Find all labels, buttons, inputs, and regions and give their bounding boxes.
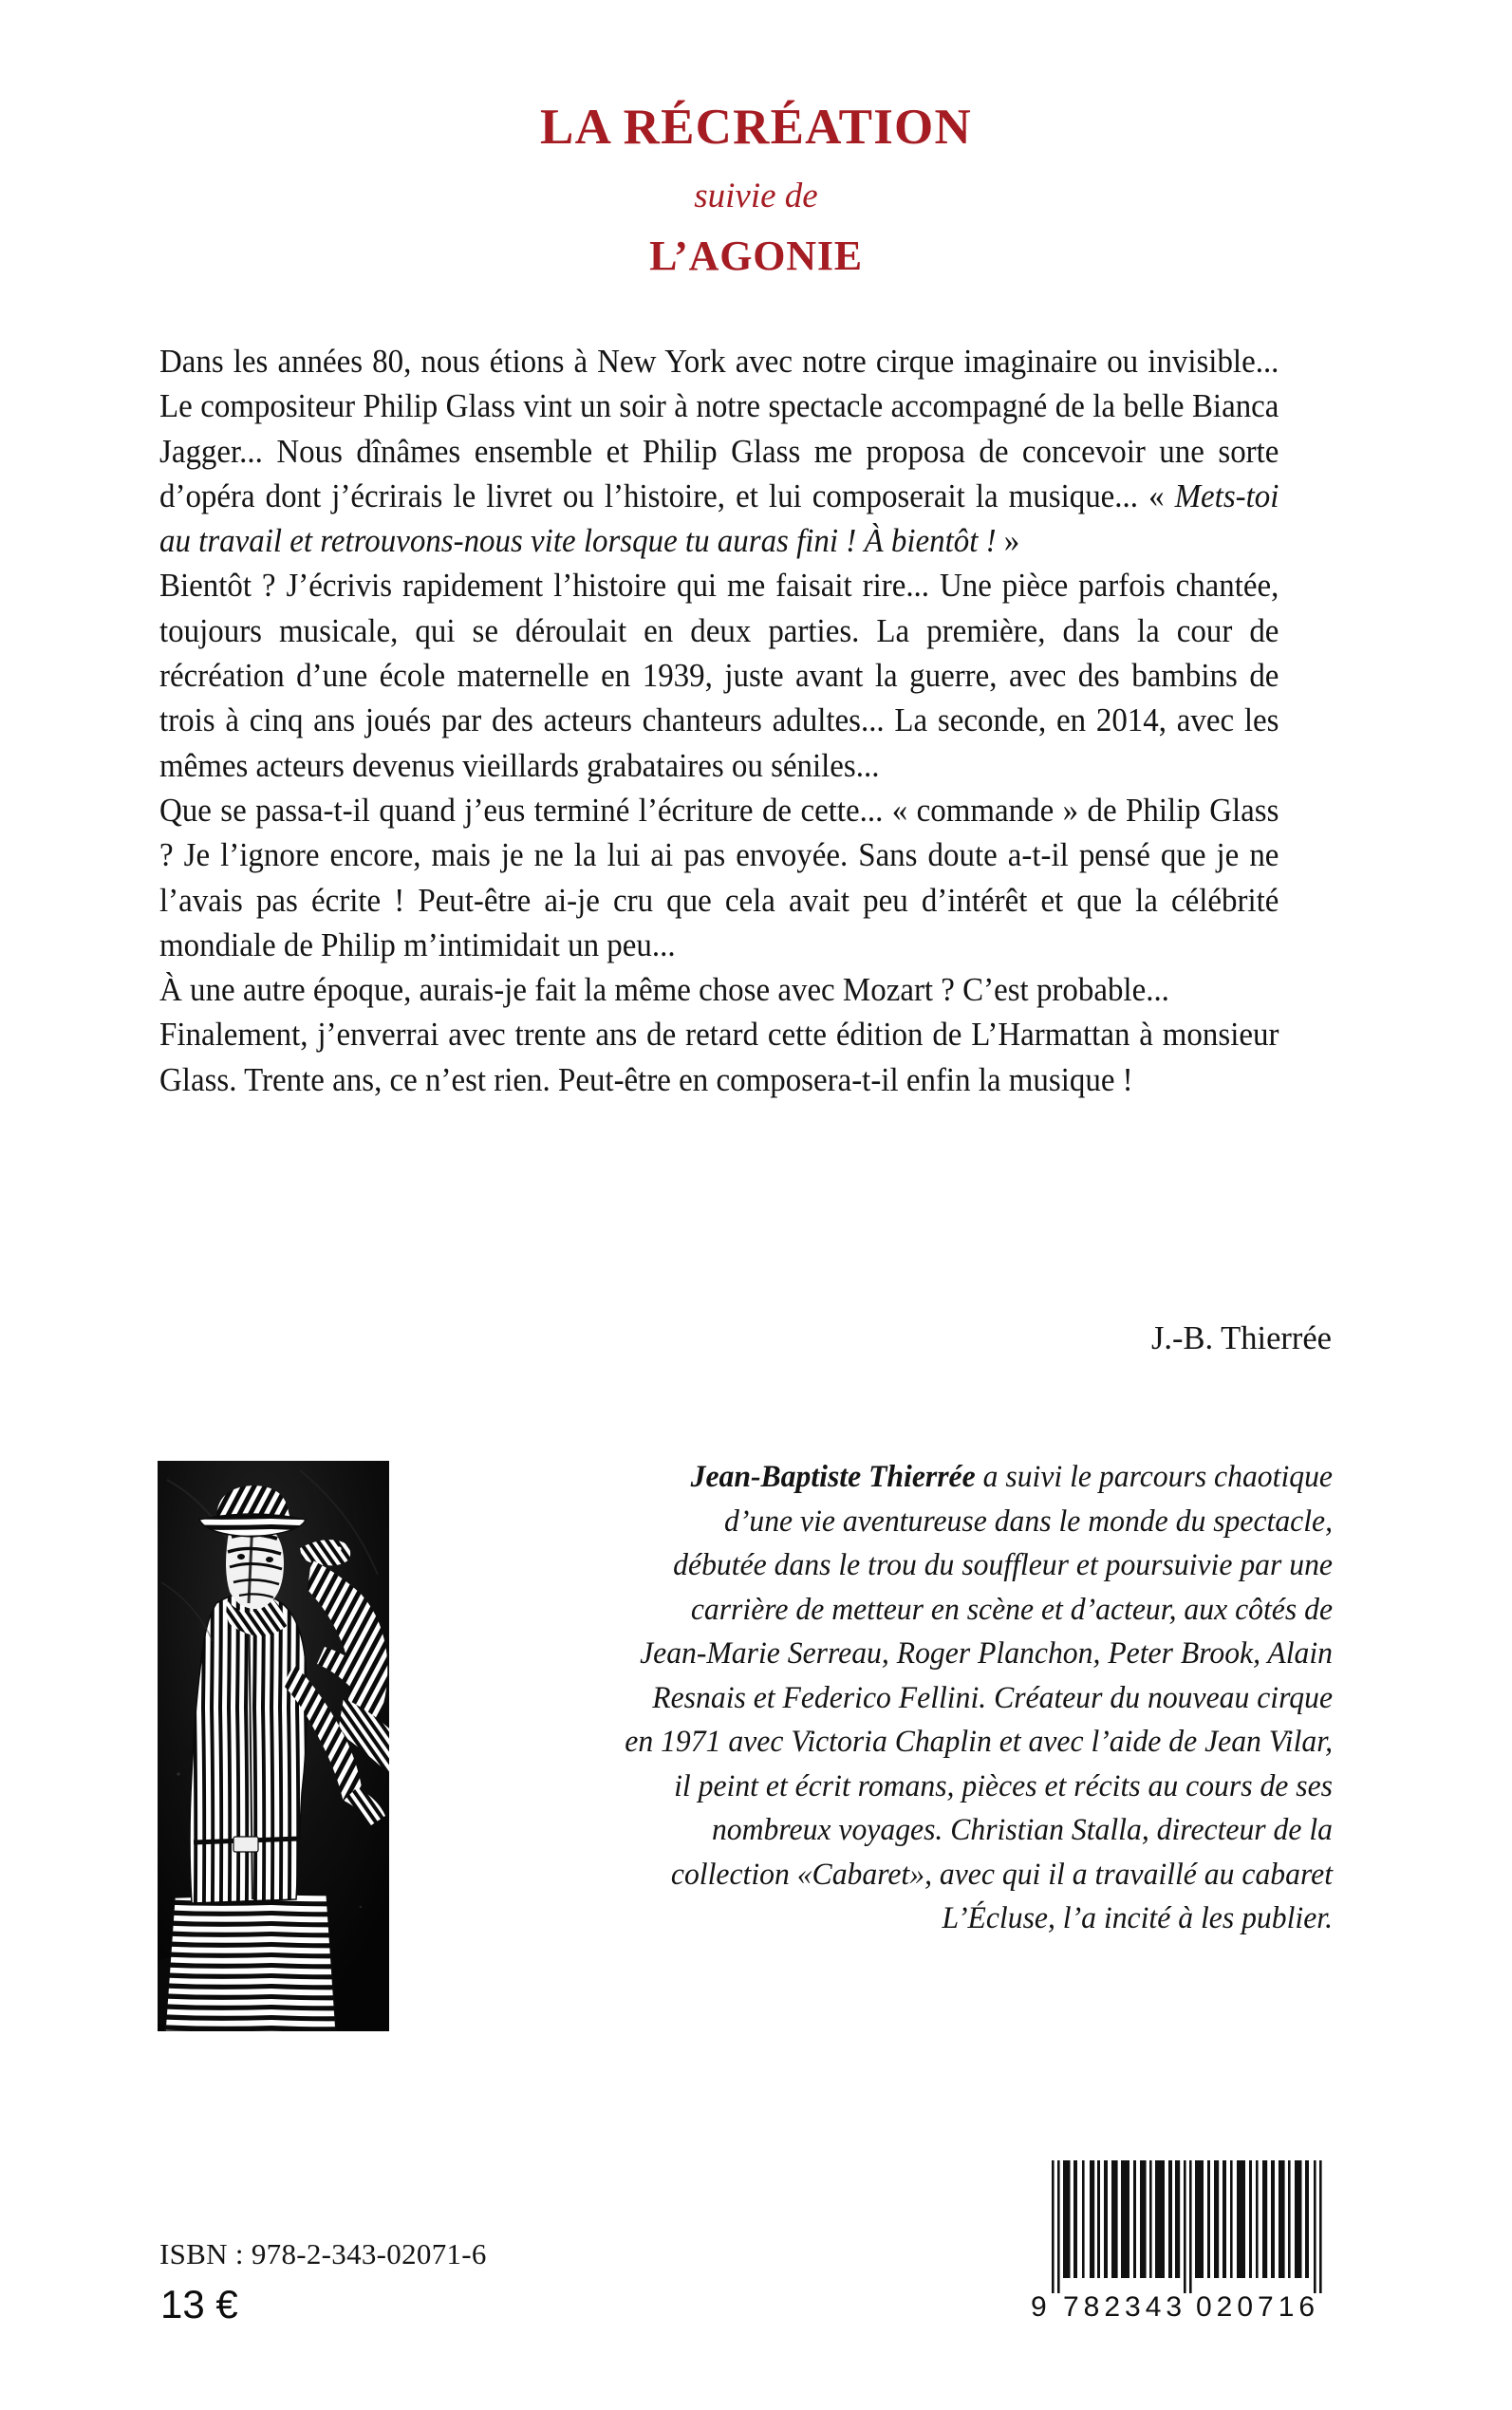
barcode-left-digit: 9 — [1031, 2291, 1047, 2323]
title-connector: suivie de — [694, 177, 818, 215]
blurb-p1-text: Dans les années 80, nous étions à New York avec notre cirque imaginaire ou invisible... Le compositeur Philip Glass vint un soir à notre spectacle accompagné de la belle Bianca Jagger... Nous dînâmes ensemble et Philip Glass me proposa de concevoir une sorte d’opéra dont j’écrirais le livret ou l’histoire, et lui composerait la musique... — [159, 344, 1279, 514]
barcode-group-2: 020716 — [1196, 2291, 1320, 2323]
barcode-bars — [995, 2153, 1353, 2326]
blurb-paragraph-1 — [159, 340, 1279, 564]
author-bio-name: Jean-Baptiste Thierrée — [690, 1460, 976, 1494]
ean13-barcode — [995, 2153, 1353, 2326]
author-photo — [158, 1461, 389, 2031]
blurb-paragraph-5: Finalement, j’enverrai avec trente ans de retard cette édition de L’Harmattan à monsieur Glass. Trente ans, ce n’est rien. Peut-être en composera-t-il enfin la musique ! — [159, 1017, 1279, 1098]
author-bio — [624, 1455, 1333, 1941]
title-block — [0, 100, 1512, 279]
isbn-label: ISBN : 978-2-343-02071-6 — [159, 2237, 487, 2270]
back-cover-blurb — [159, 340, 1279, 1103]
author-signature: J.-B. Thierrée — [1150, 1320, 1332, 1356]
author-bio-text: a suivi le parcours chaotique d’une vie aventureuse dans le monde du spectacle, débutée dans le trou du souffleur et poursuivie par une carrière de metteur en scène et d’acteur, aux côtés de Jean-Marie Serreau, Roger Planchon, Peter Brook, Alain Resnais et Federico Fellini. Créateur du nouveau cirque en 1971 avec Victoria Chaplin et avec l’aide de Jean Vilar, il peint et écrit romans, pièces et récits au cours de ses nombreux voyages. Christian Stalla, directeur de la collection «Cabaret», avec qui il a travaillé au cabaret L’Écluse, l’a incité à les publier. — [625, 1460, 1333, 1935]
page-title: LA RÉCRÉATION — [540, 100, 972, 155]
price-label: 13 € — [160, 2282, 238, 2326]
blurb-quote-italic: Mets-toi au travail et retrouvons-nous vite lorsque tu auras fini ! À bientôt ! — [159, 477, 1279, 560]
secondary-title: L’AGONIE — [649, 233, 863, 279]
zebra-performer-illustration — [158, 1461, 389, 2031]
quote-open-guillemet: « — [1148, 477, 1175, 514]
quote-close-guillemet: » — [996, 523, 1020, 560]
blurb-paragraph-4: À une autre époque, aurais-je fait la même chose avec Mozart ? C’est probable... — [159, 972, 1169, 1009]
blurb-paragraph-3: Que se passa-t-il quand j’eus terminé l’écriture de cette... « commande » de Philip Glass ? Je l’ignore encore, mais je ne la lui ai pas envoyée. Sans doute a-t-il pensé que je ne l’avais pas écrite ! Peut-être ai-je cru que cela avait peu d’intérêt et que la célébrité mondiale de Philip m’intimidait un peu... — [159, 792, 1279, 963]
blurb-paragraph-2: Bientôt ? J’écrivis rapidement l’histoire qui me faisait rire... Une pièce parfois chantée, toujours musicale, qui se déroulait en deux parties. La première, dans la cour de récréation d’une école maternelle en 1939, juste avant la guerre, avec des bambins de trois à cinq ans joués par des acteurs chanteurs adultes... La seconde, en 2014, avec les mêmes acteurs devenus vieillards grabataires ou séniles... — [159, 568, 1279, 784]
barcode-group-1: 782343 — [1063, 2291, 1187, 2323]
